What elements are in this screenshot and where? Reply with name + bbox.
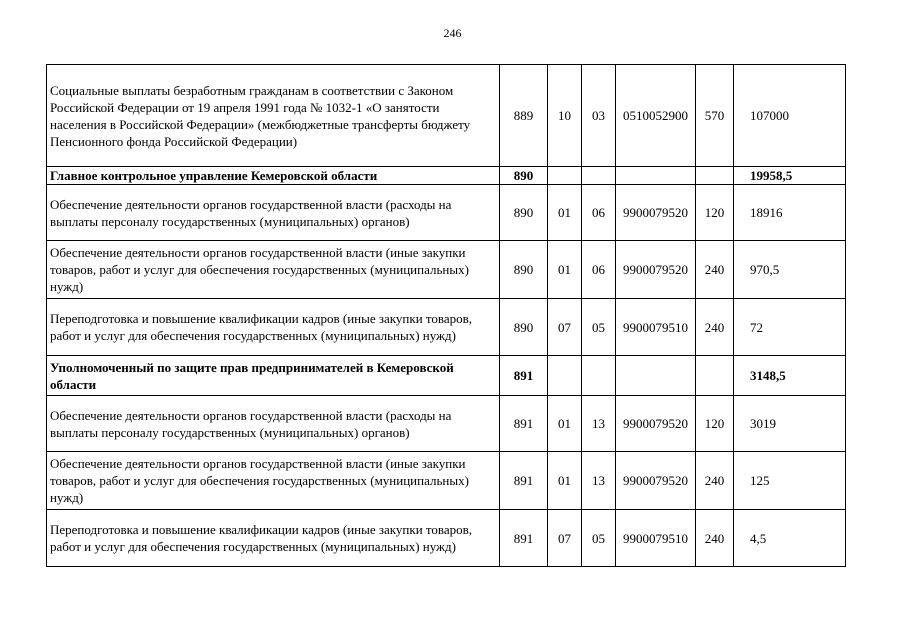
page-number: 246 — [443, 26, 462, 40]
expense-type-code — [696, 356, 734, 396]
subsection-code — [582, 356, 616, 396]
target-code: 0510052900 — [616, 65, 696, 167]
target-code: 9900079520 — [616, 452, 696, 510]
expense-type-code: 240 — [696, 241, 734, 299]
ministry-code: 890 — [500, 185, 548, 241]
expense-type-code — [696, 167, 734, 185]
ministry-code: 890 — [500, 167, 548, 185]
table-row — [47, 452, 846, 510]
expense-type-code: 240 — [696, 510, 734, 567]
row-name: Обеспечение деятельности органов государственной власти (расходы на выплаты персоналу государственных (муниципальных) органов) — [47, 185, 500, 241]
table-row — [47, 299, 846, 356]
section-code: 01 — [548, 241, 582, 299]
amount: 72 — [734, 299, 846, 356]
ministry-code: 891 — [500, 396, 548, 452]
subsection-code: 13 — [582, 452, 616, 510]
table-row — [47, 356, 846, 396]
table-row — [47, 167, 846, 185]
ministry-code: 891 — [500, 510, 548, 567]
table-row — [47, 510, 846, 567]
expense-type-code: 240 — [696, 452, 734, 510]
subsection-code: 05 — [582, 299, 616, 356]
section-code — [548, 356, 582, 396]
subsection-code: 06 — [582, 241, 616, 299]
section-code: 01 — [548, 396, 582, 452]
row-name: Социальные выплаты безработным гражданам в соответствии с Законом Российской Федерации от 19 апреля 1991 года № 1032-1 «О занятости населения в Российской Федерации» (межбюджетные трансферты бюджету Пенсионного фонда Российской Федерации) — [47, 65, 500, 167]
section-code: 07 — [548, 299, 582, 356]
row-name: Переподготовка и повышение квалификации кадров (иные закупки товаров, работ и услуг для обеспечения государственных (муниципальных) нужд) — [47, 299, 500, 356]
amount: 3019 — [734, 396, 846, 452]
amount: 18916 — [734, 185, 846, 241]
target-code: 9900079520 — [616, 241, 696, 299]
subsection-code: 13 — [582, 396, 616, 452]
subsection-code: 06 — [582, 185, 616, 241]
row-name: Переподготовка и повышение квалификации кадров (иные закупки товаров, работ и услуг для обеспечения государственных (муниципальных) нужд) — [47, 510, 500, 567]
target-code: 9900079510 — [616, 510, 696, 567]
section-code: 10 — [548, 65, 582, 167]
section-code: 07 — [548, 510, 582, 567]
section-code: 01 — [548, 185, 582, 241]
ministry-code: 890 — [500, 299, 548, 356]
amount: 3148,5 — [734, 356, 846, 396]
target-code — [616, 356, 696, 396]
row-name: Обеспечение деятельности органов государственной власти (иные закупки товаров, работ и услуг для обеспечения государственных (муниципальных) нужд) — [47, 452, 500, 510]
table-row — [47, 65, 846, 167]
subsection-code — [582, 167, 616, 185]
target-code: 9900079520 — [616, 396, 696, 452]
ministry-code: 890 — [500, 241, 548, 299]
amount: 4,5 — [734, 510, 846, 567]
expense-type-code: 120 — [696, 396, 734, 452]
amount: 19958,5 — [734, 167, 846, 185]
ministry-code: 889 — [500, 65, 548, 167]
row-name: Главное контрольное управление Кемеровской области — [47, 167, 500, 185]
expense-type-code: 570 — [696, 65, 734, 167]
subsection-code: 05 — [582, 510, 616, 567]
ministry-code: 891 — [500, 452, 548, 510]
section-code — [548, 167, 582, 185]
row-name: Обеспечение деятельности органов государственной власти (расходы на выплаты персоналу государственных (муниципальных) органов) — [47, 396, 500, 452]
expense-type-code: 120 — [696, 185, 734, 241]
expense-type-code: 240 — [696, 299, 734, 356]
table-row — [47, 396, 846, 452]
target-code: 9900079510 — [616, 299, 696, 356]
amount: 107000 — [734, 65, 846, 167]
subsection-code: 03 — [582, 65, 616, 167]
target-code — [616, 167, 696, 185]
section-code: 01 — [548, 452, 582, 510]
amount: 970,5 — [734, 241, 846, 299]
row-name: Уполномоченный по защите прав предпринимателей в Кемеровской области — [47, 356, 500, 396]
table-row — [47, 241, 846, 299]
ministry-code: 891 — [500, 356, 548, 396]
amount: 125 — [734, 452, 846, 510]
budget-table — [46, 64, 846, 567]
row-name: Обеспечение деятельности органов государственной власти (иные закупки товаров, работ и услуг для обеспечения государственных (муниципальных) нужд) — [47, 241, 500, 299]
target-code: 9900079520 — [616, 185, 696, 241]
table-row — [47, 185, 846, 241]
